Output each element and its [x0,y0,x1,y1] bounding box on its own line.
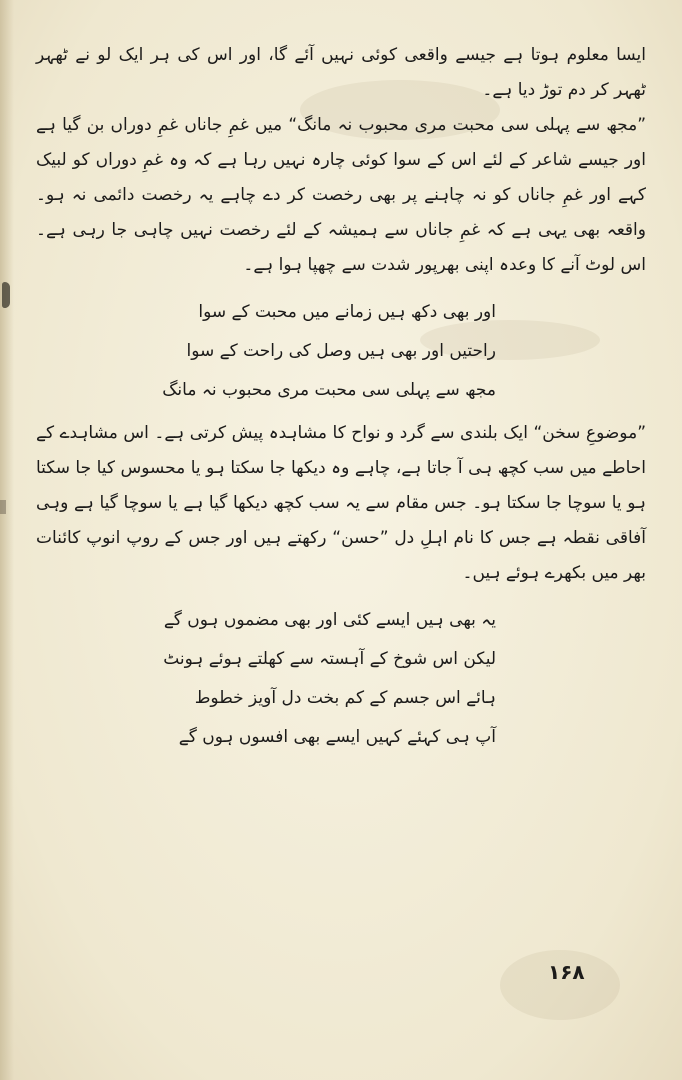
page-edge-mark [0,500,6,514]
text-body [36,38,646,763]
verse-line: لیکن اس شوخ کے آہستہ سے کھلتے ہوئے ہونٹ [163,649,496,669]
verse-line: یہ بھی ہیں ایسے کئی اور بھی مضموں ہوں گے [163,610,496,630]
paragraph-1: ایسا معلوم ہوتا ہے جیسے واقعی کوئی نہیں آئے گا، اور اس کی ہر ایک لو نے ٹھہر ٹھہر کر دم توڑ دیا ہے۔ [36,45,646,100]
binding-shadow [0,0,14,1080]
verse-line: مجھ سے پہلی سی محبت مری محبوب نہ مانگ [162,380,496,400]
verse-block-1 [36,293,646,410]
verse-line: آپ ہی کہئے کہیں ایسے بھی افسوں ہوں گے [178,727,496,747]
page-edge-mark [2,282,10,308]
paragraph-3: ”موضوعِ سخن“ ایک بلندی سے گرد و نواح کا مشاہدہ پیش کرتی ہے۔ اس مشاہدے کے احاطے میں سب کچھ ہی آ جاتا ہے، چاہے وہ دیکھا جا سکتا ہو یا محسوس کیا جا سکتا ہو یا سوچا جا سکتا ہو۔ جس مقام سے یہ سب کچھ دیکھا گیا ہے یا سوچا گیا ہے وہی آفاقی نقطہ ہے جس کا نام اہلِ دل ”حسن“ رکھتے ہیں اور جس کے روپ انوپ کائنات بھر میں بکھرے ہوئے ہیں۔ [36,423,646,583]
page-number: ۱۶۸ [548,960,585,984]
verse-line: اور بھی دکھ ہیں زمانے میں محبت کے سوا [198,302,496,322]
verse-line: ہائے اس جسم کے کم بخت دل آویز خطوط [194,688,496,708]
verse-block-2 [36,601,646,757]
verse-line: راحتیں اور بھی ہیں وصل کی راحت کے سوا [186,341,496,361]
paragraph-2: ”مجھ سے پہلی سی محبت مری محبوب نہ مانگ“ میں غمِ جاناں غمِ دوراں بن گیا ہے اور جیسے شاعر کے لئے اس کے سوا کوئی چارہ نہیں رہا ہے کہ وہ غمِ دوراں کو لبیک کہے اور غمِ جاناں کو نہ چاہنے پر بھی رخصت کر دے چاہے یہ رخصت دائمی نہ ہو۔ واقعہ بھی یہی ہے کہ غمِ جاناں سے ہمیشہ کے لئے رخصت نہیں چاہی جا رہی ہے۔ اس لوٹ آنے کا وعدہ اپنی بھرپور شدت سے چھپا ہوا ہے۔ [36,115,646,275]
